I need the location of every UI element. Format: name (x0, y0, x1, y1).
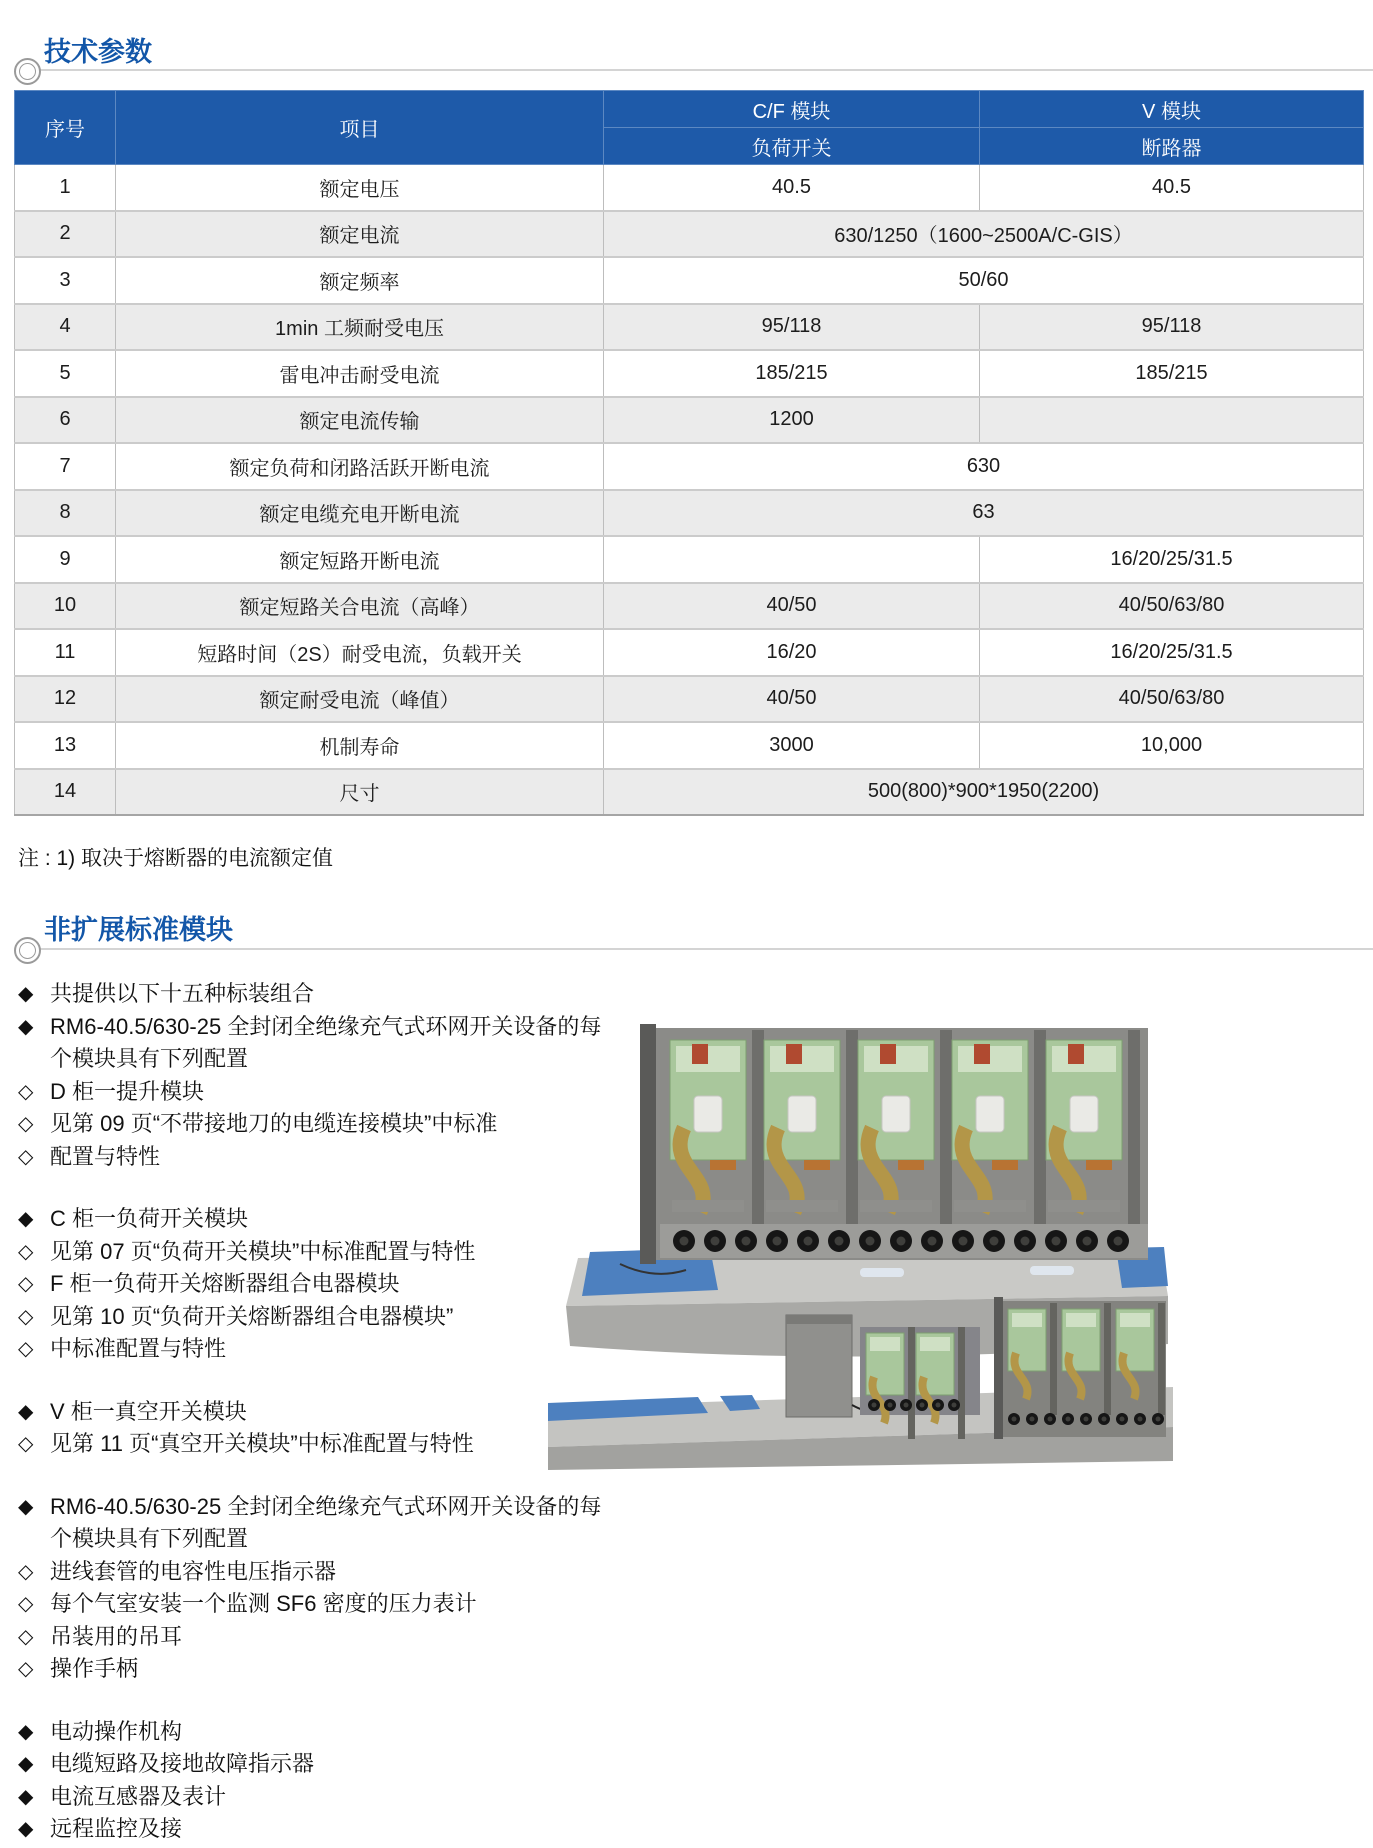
list-block (18, 1716, 583, 1846)
diamond-marker-icon: ◆ (18, 1400, 34, 1423)
row-v-cell: 40.5 (980, 165, 1364, 211)
row-cf-cell: 3000 (604, 722, 980, 769)
list-item-text: 配置与特性 (50, 1143, 161, 1169)
row-no-cell: 6 (15, 397, 116, 444)
diamond-outline-marker-icon: ◇ (18, 1560, 34, 1583)
list-item-text: 见第 07 页“负荷开关模块”中标准配置与特性 (50, 1238, 476, 1264)
list-item-text: C 柜一负荷开关模块 (50, 1206, 249, 1231)
list-item (18, 1716, 583, 1749)
list-item (18, 1108, 583, 1141)
list-item (18, 1781, 583, 1814)
row-v-cell: 16/20/25/31.5 (980, 629, 1364, 676)
row-item-cell: 额定频率 (116, 257, 604, 304)
row-cf-cell: 40/50 (604, 583, 980, 630)
list-item-text: 电缆短路及接地故障指示器 (50, 1751, 315, 1776)
list-item (18, 1396, 583, 1429)
table-row (15, 629, 1364, 676)
row-item-cell: 尺寸 (116, 769, 604, 816)
list-item-text: 远程监控及接 (50, 1816, 183, 1841)
section-title-standard-modules: 非扩展标准模块 (44, 915, 233, 945)
table-row (15, 676, 1364, 723)
list-item (18, 1268, 583, 1301)
row-cf-cell: 16/20 (604, 629, 980, 676)
diamond-marker-icon (18, 1043, 50, 1076)
diamond-marker-icon: ◆ (18, 1208, 34, 1230)
list-item (18, 1011, 602, 1044)
row-v-cell: 95/118 (980, 304, 1364, 351)
diamond-outline-marker-icon: ◇ (18, 1625, 34, 1648)
list-item-text: 见第 09 页“不带接地刀的电缆连接模块”中标准 (50, 1111, 498, 1136)
row-merged-cell: 630 (604, 443, 1364, 490)
table-row (15, 304, 1364, 351)
list-item (18, 1621, 583, 1654)
col-header-no: 序号 (15, 91, 116, 165)
list-item-text: 每个气室安装一个监测 SF6 密度的压力表计 (50, 1591, 477, 1616)
list-block (18, 1203, 583, 1366)
row-item-cell: 额定电流传输 (116, 397, 604, 444)
list-item-text: 电流互感器及表计 (50, 1783, 227, 1809)
list-item-text: RM6-40.5/630-25 全封闭全绝缘充气式环网开关设备的每 (50, 1013, 602, 1039)
row-no-cell: 5 (15, 350, 116, 397)
col-header-v-module: V 模块 (980, 91, 1364, 128)
list-block (18, 1396, 583, 1461)
list-item (18, 1491, 602, 1524)
row-no-cell: 9 (15, 536, 116, 583)
diamond-marker-icon: ◆ (18, 1720, 34, 1743)
list-item-text: 共提供以下十五种标装组合 (50, 981, 315, 1006)
row-item-cell: 额定电流 (116, 211, 604, 258)
list-item-text: RM6-40.5/630-25 全封闭全绝缘充气式环网开关设备的每 (50, 1493, 602, 1519)
diamond-outline-marker-icon: ◇ (18, 1593, 34, 1615)
list-item-text: D 柜一提升模块 (50, 1078, 205, 1104)
row-v-cell: 10,000 (980, 722, 1364, 769)
row-v-cell: 40/50/63/80 (980, 676, 1364, 723)
diamond-marker-icon: ◆ (18, 1495, 34, 1518)
table-row (15, 490, 1364, 537)
diamond-marker-icon: ◆ (18, 1785, 34, 1808)
section-marker-icon (14, 937, 41, 964)
row-item-cell: 额定短路关合电流（高峰） (116, 583, 604, 630)
diamond-outline-marker-icon: ◇ (18, 1145, 34, 1168)
section-title-tech-params: 技术参数 (44, 37, 152, 67)
list-item-text: F 柜一负荷开关熔断器组合电器模块 (50, 1271, 400, 1296)
row-no-cell: 12 (15, 676, 116, 723)
list-item (18, 1301, 583, 1334)
row-cf-cell: 185/215 (604, 350, 980, 397)
row-item-cell: 额定电压 (116, 165, 604, 211)
diamond-marker-icon: ◆ (18, 1818, 34, 1840)
list-item-text: V 柜一真空开关模块 (50, 1398, 247, 1424)
row-v-cell: 40/50/63/80 (980, 583, 1364, 630)
list-item (18, 978, 583, 1011)
row-no-cell: 10 (15, 583, 116, 630)
table-row (15, 397, 1364, 444)
diamond-outline-marker-icon: ◇ (18, 1113, 34, 1135)
row-no-cell: 7 (15, 443, 116, 490)
table-row (15, 583, 1364, 630)
table-row (15, 165, 1364, 211)
list-block (18, 1491, 602, 1686)
list-item (18, 1141, 583, 1174)
row-no-cell: 14 (15, 769, 116, 816)
diamond-outline-marker-icon: ◇ (18, 1305, 34, 1328)
row-merged-cell: 63 (604, 490, 1364, 537)
row-cf-cell (604, 536, 980, 583)
row-merged-cell: 500(800)*900*1950(2200) (604, 769, 1364, 816)
col-header-cf-sub: 负荷开关 (604, 128, 980, 165)
table-row (15, 350, 1364, 397)
equipment-photo-2 (548, 1285, 1173, 1470)
table-note: 注 : 1) 取决于熔断器的电流额定值 (18, 847, 334, 870)
list-item (18, 1523, 583, 1556)
table-row (15, 443, 1364, 490)
diamond-marker-icon: ◆ (18, 983, 34, 1005)
row-no-cell: 3 (15, 257, 116, 304)
equipment-photo-2-illustration (548, 1285, 1173, 1470)
tech-params-table (14, 90, 1364, 816)
row-item-cell: 额定耐受电流（峰值） (116, 676, 604, 723)
standard-modules-list (18, 978, 602, 1848)
table-row (15, 769, 1364, 816)
section-marker-icon (14, 58, 41, 85)
diamond-marker-icon (18, 1523, 50, 1556)
row-cf-cell: 1200 (604, 397, 980, 444)
list-item (18, 1588, 583, 1621)
list-item (18, 1203, 583, 1236)
list-item (18, 1043, 583, 1076)
row-v-cell (980, 397, 1364, 444)
row-item-cell: 机制寿命 (116, 722, 604, 769)
row-no-cell: 4 (15, 304, 116, 351)
row-no-cell: 11 (15, 629, 116, 676)
row-item-cell: 额定负荷和闭路活跃开断电流 (116, 443, 604, 490)
row-item-cell: 短路时间（2S）耐受电流，负载开关 (116, 629, 604, 676)
list-item (18, 1653, 583, 1686)
list-item-text: 中标准配置与特性 (50, 1336, 227, 1361)
row-v-cell: 185/215 (980, 350, 1364, 397)
list-item (18, 1236, 583, 1269)
row-item-cell: 额定电缆充电开断电流 (116, 490, 604, 537)
row-no-cell: 13 (15, 722, 116, 769)
row-item-cell: 雷电冲击耐受电流 (116, 350, 604, 397)
diamond-outline-marker-icon: ◇ (18, 1658, 34, 1680)
list-item (18, 1813, 583, 1846)
list-item-text: 见第 10 页“负荷开关熔断器组合电器模块” (50, 1303, 454, 1329)
row-v-cell: 16/20/25/31.5 (980, 536, 1364, 583)
diamond-outline-marker-icon: ◇ (18, 1338, 34, 1360)
row-item-cell: 额定短路开断电流 (116, 536, 604, 583)
col-header-item: 项目 (116, 91, 604, 165)
row-cf-cell: 40/50 (604, 676, 980, 723)
section-rule (28, 948, 1373, 950)
row-no-cell: 8 (15, 490, 116, 537)
row-no-cell: 2 (15, 211, 116, 258)
list-item (18, 1748, 583, 1781)
section-rule (28, 69, 1373, 71)
list-item-text: 进线套管的电容性电压指示器 (50, 1558, 337, 1584)
table-row (15, 257, 1364, 304)
table-row (15, 211, 1364, 258)
diamond-outline-marker-icon: ◇ (18, 1433, 34, 1455)
col-header-cf-module: C/F 模块 (604, 91, 980, 128)
row-merged-cell: 50/60 (604, 257, 1364, 304)
diamond-outline-marker-icon: ◇ (18, 1273, 34, 1295)
list-item-text: 个模块具有下列配置 (50, 1526, 249, 1551)
row-no-cell: 1 (15, 165, 116, 211)
list-item (18, 1428, 583, 1461)
diamond-marker-icon: ◆ (18, 1753, 34, 1775)
list-block (18, 978, 602, 1173)
list-item-text: 电动操作机构 (50, 1718, 183, 1744)
row-cf-cell: 40.5 (604, 165, 980, 211)
list-item (18, 1556, 583, 1589)
table-row (15, 722, 1364, 769)
row-cf-cell: 95/118 (604, 304, 980, 351)
table-row (15, 536, 1364, 583)
list-item-text: 个模块具有下列配置 (50, 1046, 249, 1071)
list-item (18, 1076, 583, 1109)
diamond-marker-icon: ◆ (18, 1015, 34, 1038)
col-header-v-sub: 断路器 (980, 128, 1364, 165)
row-merged-cell: 630/1250（1600~2500A/C-GIS） (604, 211, 1364, 258)
list-item-text: 见第 11 页“真空开关模块”中标准配置与特性 (50, 1431, 474, 1456)
list-item-text: 操作手柄 (50, 1656, 139, 1681)
list-item (18, 1333, 583, 1366)
list-item-text: 吊装用的吊耳 (50, 1623, 183, 1649)
row-item-cell: 1min 工频耐受电压 (116, 304, 604, 351)
diamond-outline-marker-icon: ◇ (18, 1080, 34, 1103)
diamond-outline-marker-icon: ◇ (18, 1240, 34, 1263)
